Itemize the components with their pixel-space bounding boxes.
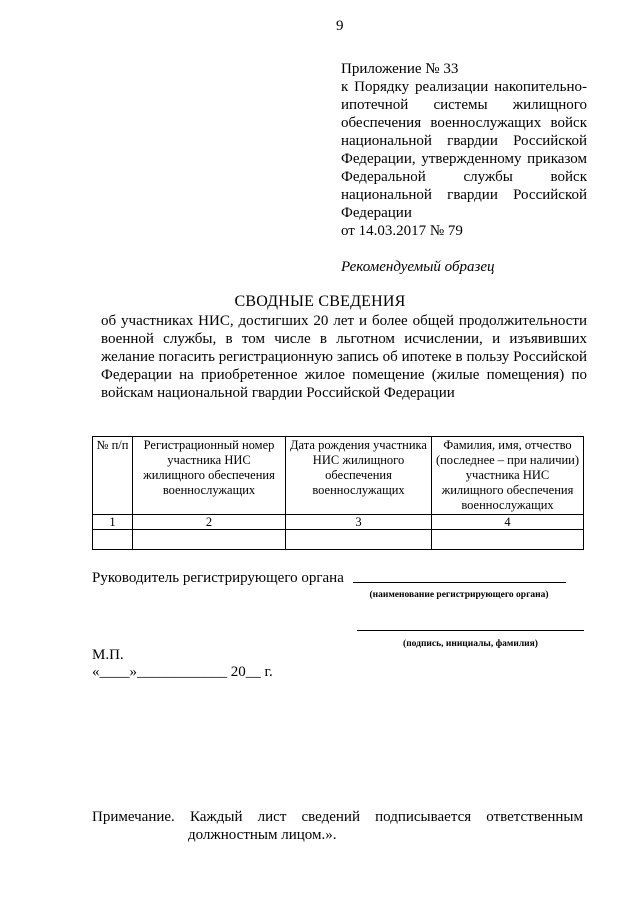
note-text-2: должностным лицом.». [188, 827, 337, 843]
signature-field[interactable] [357, 630, 584, 631]
table-cell[interactable] [93, 530, 133, 550]
stamp-label: М.П. [92, 647, 124, 663]
header-number: № п/п [93, 437, 133, 515]
col-number-4: 4 [432, 515, 584, 530]
table-number-row [93, 515, 584, 530]
table-cell[interactable] [432, 530, 584, 550]
document-heading: СВОДНЫЕ СВЕДЕНИЯ [234, 293, 406, 310]
note-label: Примечание. [92, 809, 175, 825]
table-cell[interactable] [133, 530, 286, 550]
col-number-1: 1 [93, 515, 133, 530]
header-reg-number: Регистрационный номер участника НИС жилищного обеспечения военнослужащих [133, 437, 286, 515]
head-of-authority-label: Руководитель регистрирующего органа [92, 570, 344, 586]
appendix-title: Приложение № 33 [341, 61, 459, 77]
note-text-1: Каждый лист сведений подписывается ответственным [189, 809, 584, 825]
header-birth-date: Дата рождения участника НИС жилищного обеспечения военнослужащих [286, 437, 432, 515]
org-name-caption: (наименование регистрирующего органа) [369, 590, 549, 600]
org-name-field[interactable] [353, 582, 566, 583]
signature-caption: (подпись, инициалы, фамилия) [403, 639, 538, 649]
appendix-block [341, 60, 587, 240]
appendix-date: от 14.03.2017 № 79 [341, 223, 463, 239]
registration-table [92, 436, 584, 550]
col-number-3: 3 [286, 515, 432, 530]
note-line-1 [92, 808, 583, 826]
page-number: 9 [336, 18, 344, 34]
table-row [93, 530, 584, 550]
table-cell[interactable] [286, 530, 432, 550]
table-header-row [93, 437, 584, 515]
header-full-name: Фамилия, имя, отчество (последнее – при наличии) участника НИС жилищного обеспечения военнослужащих [432, 437, 584, 515]
note-block [92, 808, 583, 844]
appendix-body: к Порядку реализации накопительно-ипотечной системы жилищного обеспечения военнослужащих войск национальной гвардии Российской Федерации, утвержденному приказом Федеральной службы войск национальной гвардии Российской Федерации [341, 79, 587, 221]
sample-label: Рекомендуемый образец [341, 259, 495, 275]
date-field[interactable]: «____»____________ 20__ г. [92, 664, 273, 680]
document-subtitle: об участниках НИС, достигших 20 лет и более общей продолжительности военной службы, в том числе в льготном исчислении, и изъявивших желание погасить регистрационную запись об ипотеке в пользу Российской Федерации на приобретенное жилое помещение (жилые помещения) по войскам национальной гвардии Российской Федерации [101, 313, 587, 401]
col-number-2: 2 [133, 515, 286, 530]
